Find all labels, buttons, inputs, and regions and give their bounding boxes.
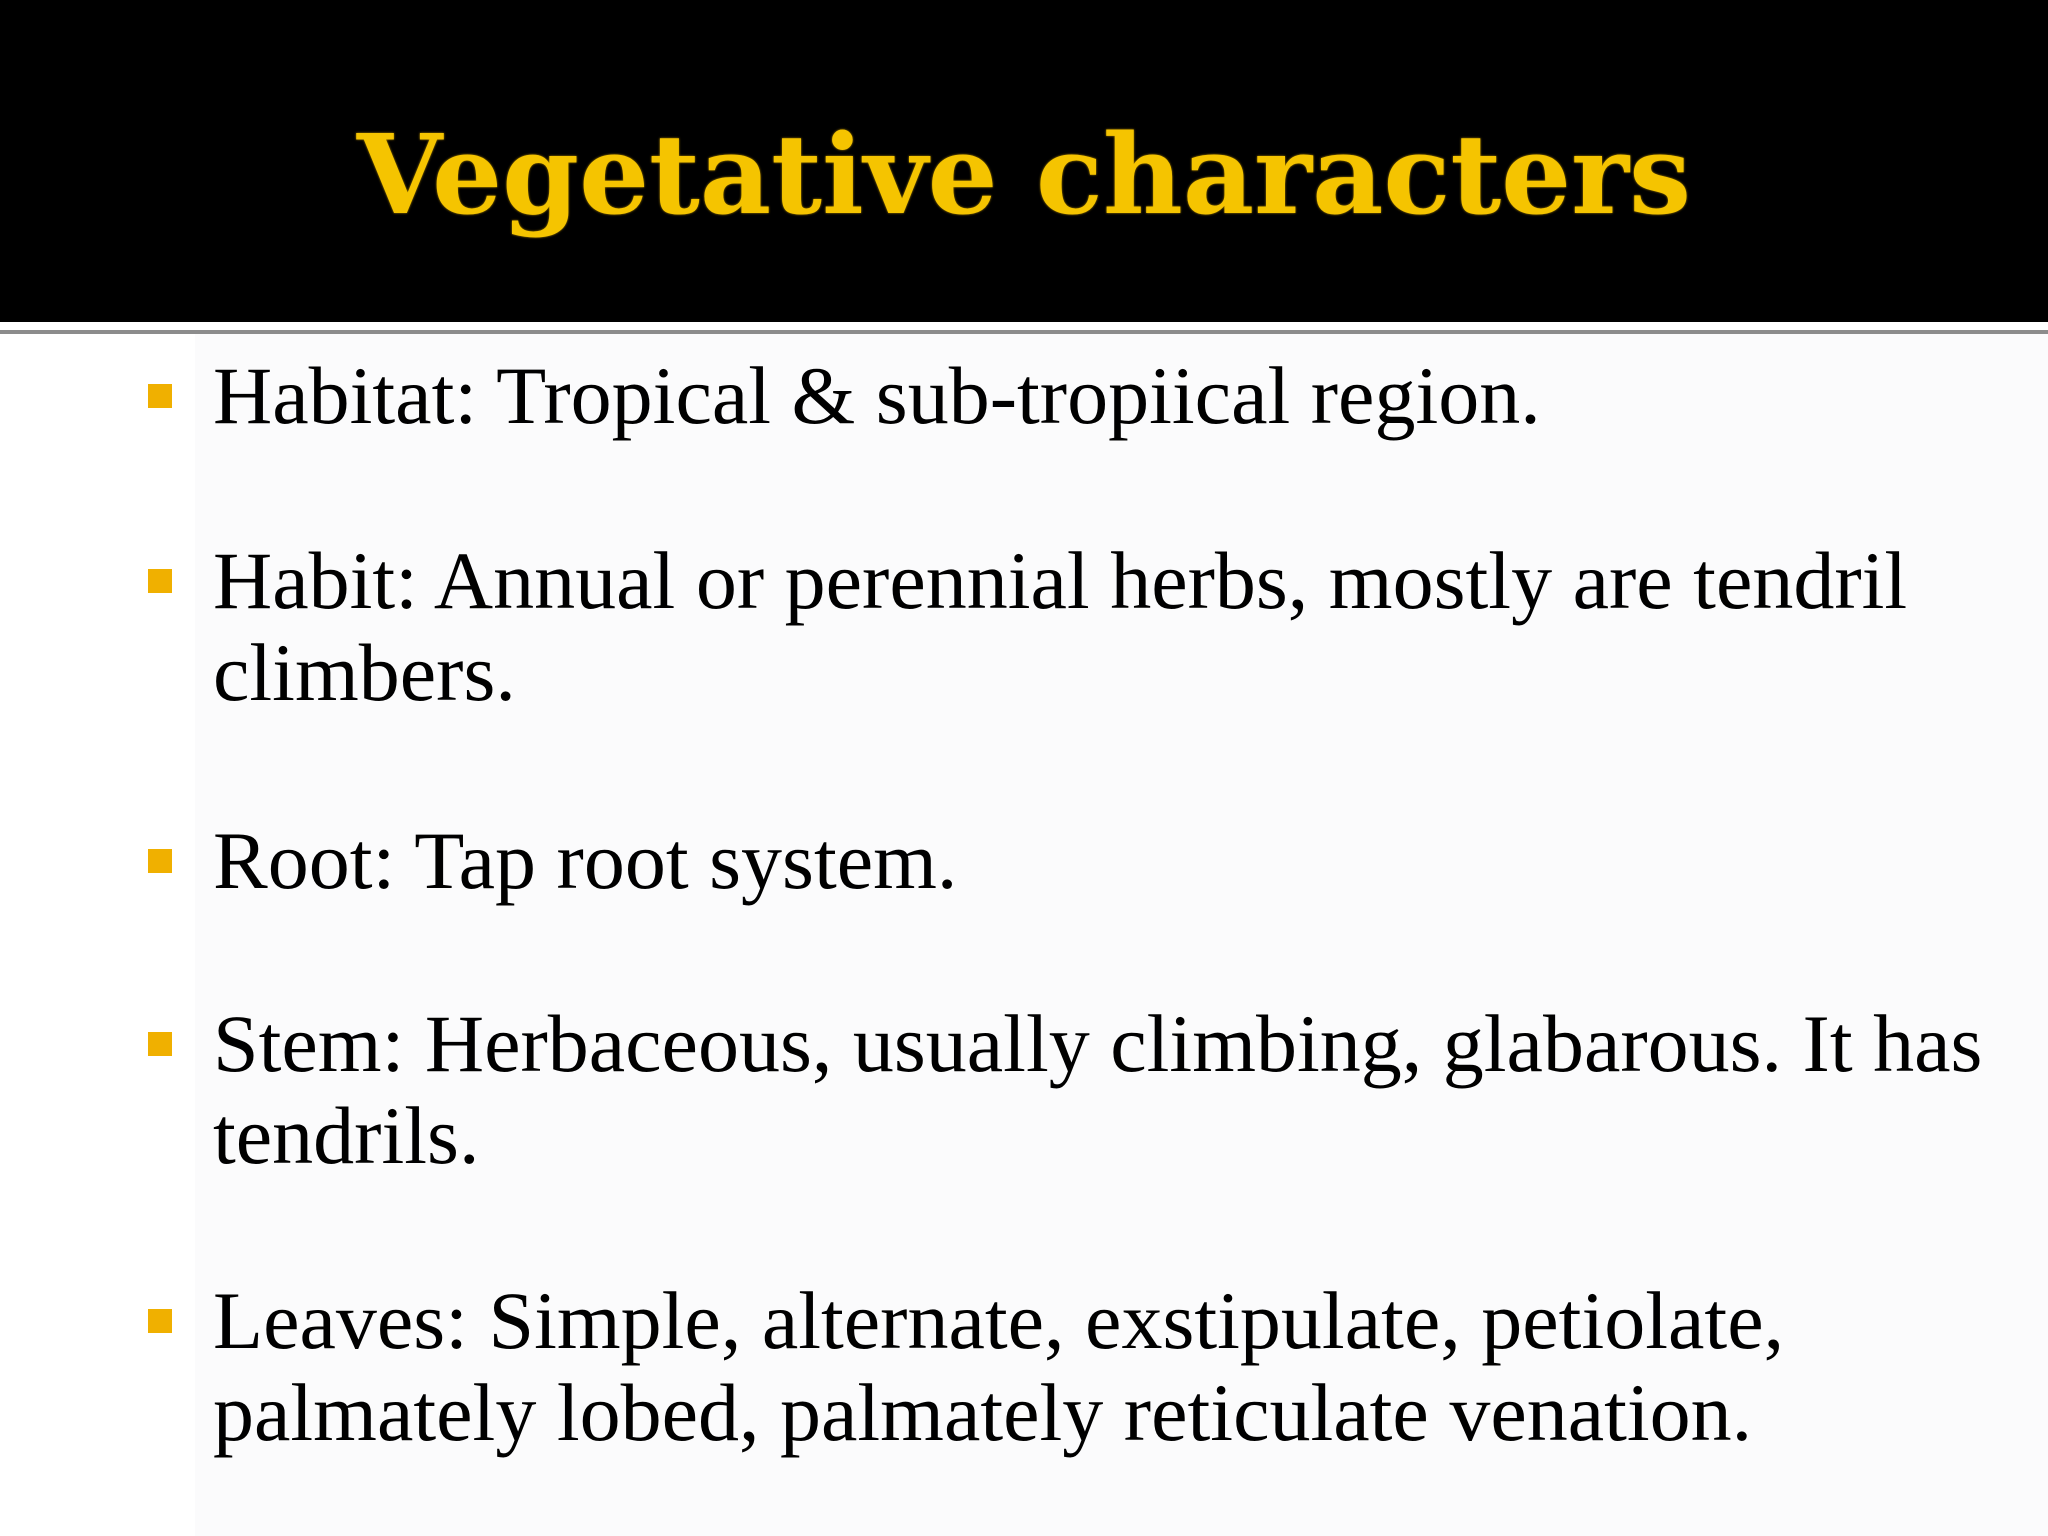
square-bullet-icon (148, 1032, 172, 1056)
bullet-text-leaves: Leaves: Simple, alternate, exstipulate, petiolate, palmately lobed, palmately reticulate venation. (213, 1275, 1785, 1458)
bullet-text-habit: Habit: Annual or perennial herbs, mostly are tendril climbers. (213, 535, 1908, 718)
bullet-text-habitat: Habitat: Tropical & sub-tropiical region. (213, 350, 1541, 441)
slide-title: Vegetative characters (356, 110, 1692, 239)
bullet-text-stem: Stem: Herbaceous, usually climbing, glabarous. It has tendrils. (213, 998, 1983, 1181)
square-bullet-icon (148, 1309, 172, 1333)
square-bullet-icon (148, 849, 172, 873)
square-bullet-icon (148, 384, 172, 408)
bullet-text-root: Root: Tap root system. (213, 815, 958, 906)
square-bullet-icon (148, 569, 172, 593)
